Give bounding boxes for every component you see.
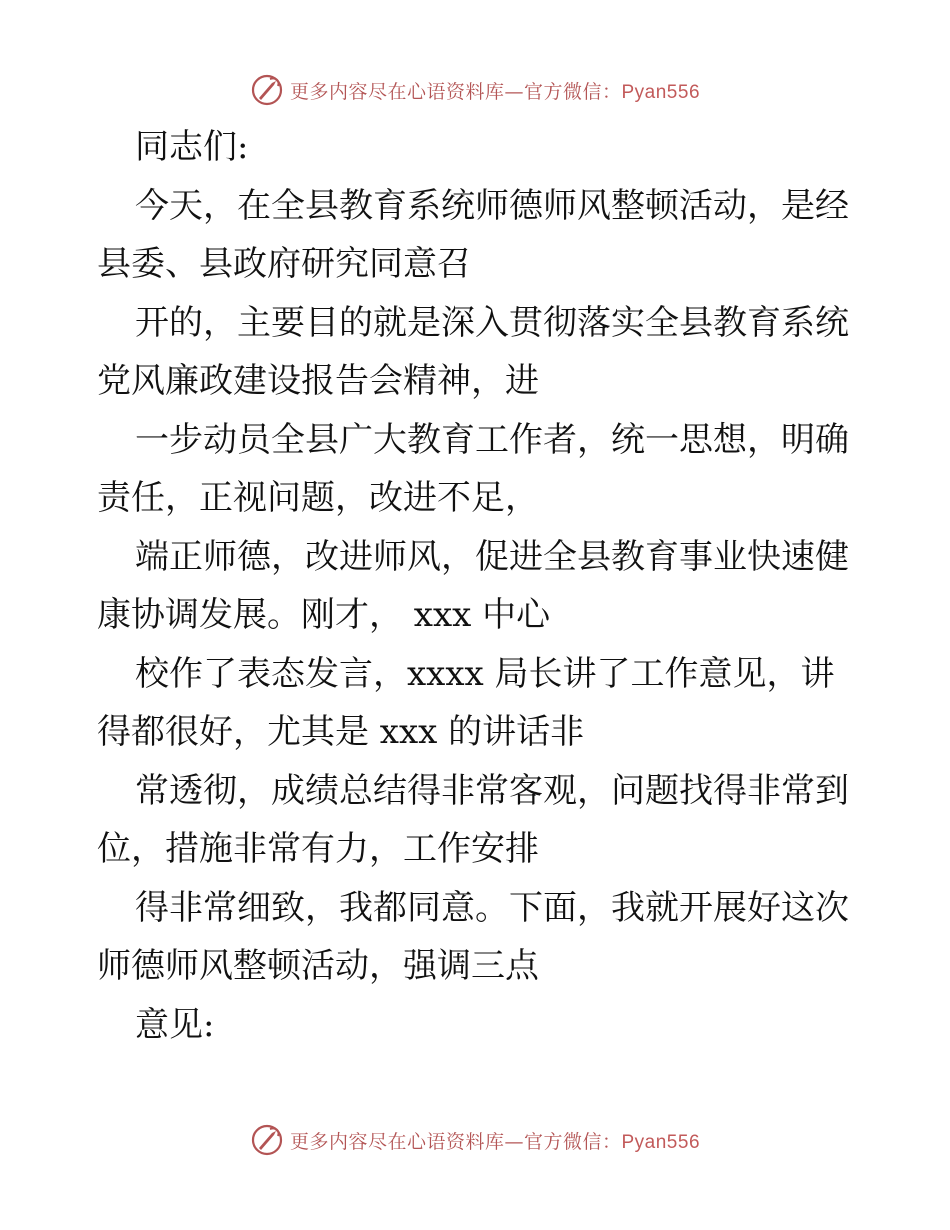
text-line: 位，措施非常有力，工作安排 xyxy=(97,829,539,869)
text-line: 得都很好，尤其是 xxx 的讲话非 xyxy=(97,712,585,752)
text-line: 得非常细致，我都同意。下面，我就开展好这次 xyxy=(135,887,849,928)
header-banner xyxy=(0,70,950,110)
document-body xyxy=(97,118,857,1054)
text-line: 校作了表态发言，xxxx 局长讲了工作意见，讲 xyxy=(135,653,835,694)
text-line: 责任，正视问题，改进不足， xyxy=(97,478,539,518)
text-line: 师德师风整顿活动，强调三点 xyxy=(97,946,539,986)
wechat-id: Pyan556 xyxy=(621,81,701,103)
text-line: 同志们: xyxy=(135,127,249,167)
text-line: 意见: xyxy=(135,1004,215,1045)
text-line: 康协调发展。刚才， xxx 中心 xyxy=(97,595,551,635)
quill-pen-circle-icon xyxy=(250,73,284,107)
text-line: 开的，主要目的就是深入贯彻落实全县教育系统 xyxy=(135,302,849,343)
quill-pen-circle-icon xyxy=(250,1123,284,1157)
text-line: 县委、县政府研究同意召 xyxy=(97,244,471,284)
wechat-id: Pyan556 xyxy=(621,1131,701,1153)
text-line: 今天，在全县教育系统师德师风整顿活动，是经 xyxy=(135,185,849,226)
text-line: 常透彻，成绩总结得非常客观，问题找得非常到 xyxy=(135,770,849,811)
text-line: 端正师德，改进师风，促进全县教育事业快速健 xyxy=(135,536,849,577)
text-line: 一步动员全县广大教育工作者，统一思想，明确 xyxy=(135,419,849,460)
banner-text: 更多内容尽在心语资料库—官方微信：Pyan556 xyxy=(289,1130,701,1153)
text-line: 党风廉政建设报告会精神，进 xyxy=(97,361,539,401)
banner-text: 更多内容尽在心语资料库—官方微信：Pyan556 xyxy=(289,80,701,103)
footer-banner xyxy=(0,1120,950,1160)
